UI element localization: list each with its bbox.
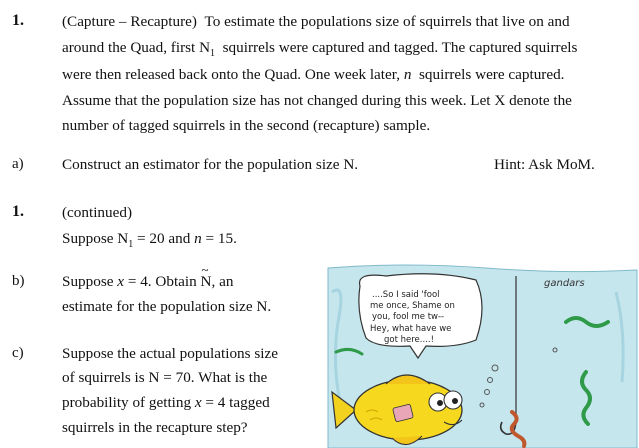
- part-a-text: Construct an estimator for the population size N.: [62, 156, 359, 173]
- artist-signature: gandars: [544, 278, 585, 289]
- given-values: Suppose $N_1 = 20$ and n = 15.: [62, 230, 237, 250]
- continued-title: (continued): [62, 204, 133, 221]
- question-line-1: (Capture – Recapture) To estimate the populations size of squirrels that live on and: [62, 13, 570, 30]
- part-b-line-2: estimate for the population size N.: [62, 298, 272, 315]
- question-line-3: were then released back onto the Quad. One week later, n squirrels were captured.: [62, 66, 565, 83]
- speech-line-2: me once, Shame on: [370, 301, 455, 311]
- question-intro: (Capture – Recapture): [62, 13, 197, 30]
- part-a-label: a): [12, 156, 24, 172]
- question-number-continued: 1.: [12, 203, 24, 220]
- part-c-line-4: squirrels in the recapture step?: [62, 419, 248, 436]
- part-a-hint: Hint: Ask MoM.: [494, 156, 595, 173]
- speech-line-1: ....So I said 'fool: [372, 290, 440, 300]
- question-line-5: number of tagged squirrels in the second (recapture) sample.: [62, 117, 431, 134]
- speech-line-4: Hey, what have we: [370, 324, 452, 334]
- part-c-line-2: of squirrels is N = 70. What is the: [62, 369, 268, 386]
- part-c-line-3: probability of getting x = 4 tagged: [62, 394, 270, 411]
- fish-cartoon-illustration: [326, 262, 639, 448]
- question-number: 1.: [12, 12, 24, 29]
- part-c-label: c): [12, 345, 24, 361]
- part-c-line-1: Suppose the actual populations size: [62, 345, 278, 362]
- question-line-4: Assume that the population size has not changed during this week. Let X denote the: [62, 92, 572, 109]
- part-b-line-1: Suppose x = 4. Obtain ~ N, an: [62, 273, 233, 291]
- n-tilde-estimator: ~ N: [201, 273, 212, 291]
- speech-line-3: you, fool me tw--: [372, 312, 445, 322]
- part-b-label: b): [12, 273, 25, 289]
- speech-line-5: got here....!: [384, 335, 434, 345]
- question-line-2: around the Quad, first $N_1$ squirrels were captured and tagged. The captured squirrels: [62, 39, 578, 59]
